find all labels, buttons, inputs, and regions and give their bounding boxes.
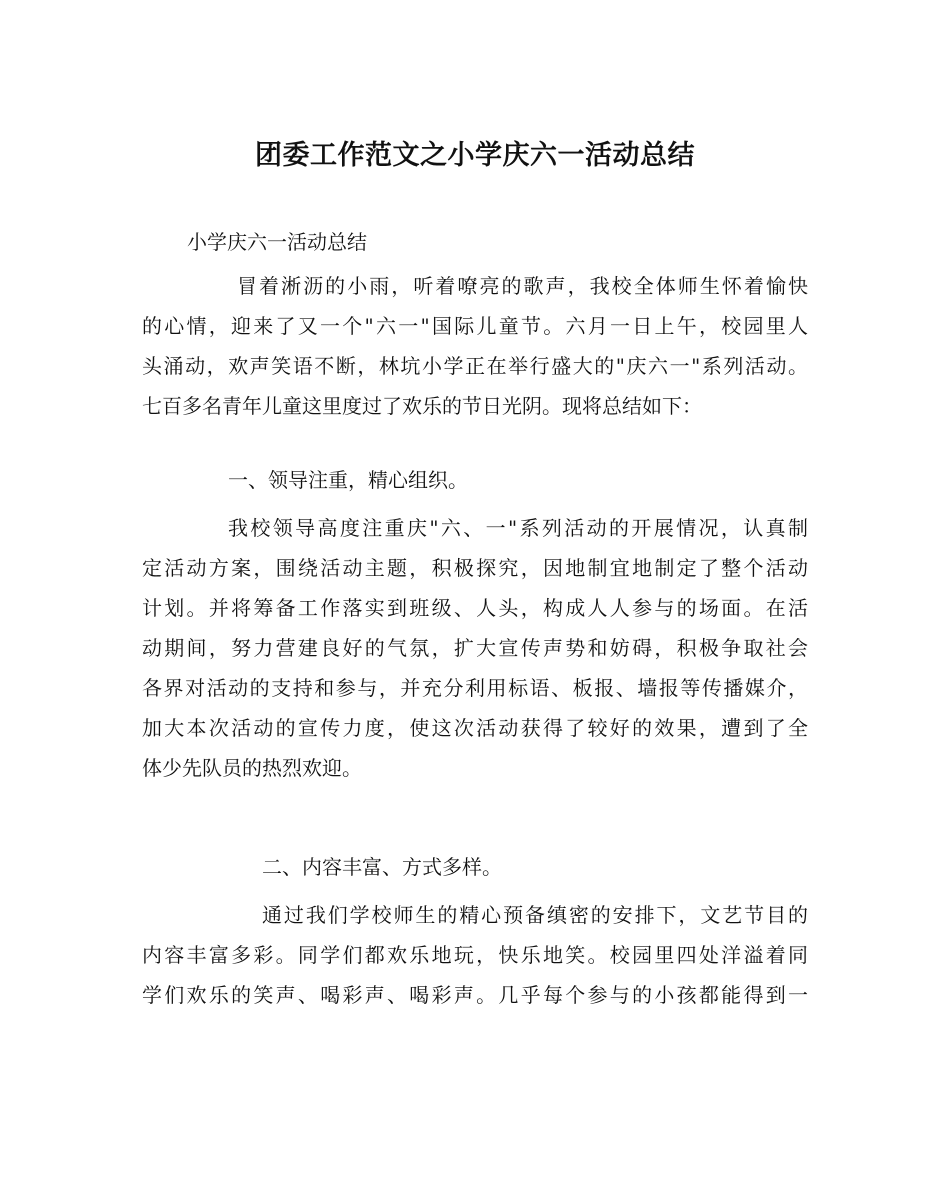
section2-paragraph [142,895,808,1015]
section2-heading-text: 二、内容丰富、方式多样。 [262,855,502,879]
subtitle-text: 小学庆六一活动总结 [187,230,367,254]
intro-line: 七百多名青年儿童这里度过了欢乐的节日光阴。现将总结如下： [142,394,702,418]
intro-line: 的心情，迎来了又一个"六一"国际儿童节。六月一日上午，校园里人 [142,314,808,338]
section2-heading [142,847,808,887]
section1-paragraph [142,508,808,788]
section2-line: 内容丰富多彩。同学们都欢乐地玩，快乐地笑。校园里四处洋溢着同 [142,943,808,967]
document-title: 团委工作范文之小学庆六一活动总结 [255,140,695,171]
section1-line: 定活动方案，围绕活动主题，积极探究，因地制宜地制定了整个活动 [142,556,808,580]
section2-line: 通过我们学校师生的精心预备缜密的安排下，文艺节目的 [262,903,808,927]
section1-heading [142,460,808,500]
section1-line: 加大本次活动的宣传力度，使这次活动获得了较好的效果，遭到了全 [142,716,808,740]
section1-heading-text: 一、领导注重，精心组织。 [228,468,468,492]
intro-paragraph [142,266,808,426]
section1-line: 各界对活动的支持和参与，并充分利用标语、板报、墙报等传播媒介， [142,676,808,700]
section2-line: 学们欢乐的笑声、喝彩声、喝彩声。几乎每个参与的小孩都能得到一 [142,983,808,1007]
intro-line: 头涌动，欢声笑语不断，林坑小学正在举行盛大的"庆六一"系列活动。 [142,354,808,378]
intro-line: 冒着淅沥的小雨，听着嘹亮的歌声，我校全体师生怀着愉快 [237,274,808,298]
document-subtitle [187,222,807,262]
section1-line: 计划。并将筹备工作落实到班级、人头，构成人人参与的场面。在活 [142,596,808,620]
section1-line: 动期间，努力营建良好的气氛，扩大宣传声势和妨碍，积极争取社会 [142,636,808,660]
section1-line: 体少先队员的热烈欢迎。 [142,756,362,780]
section1-line: 我校领导高度注重庆"六、一"系列活动的开展情况，认真制 [228,516,808,540]
